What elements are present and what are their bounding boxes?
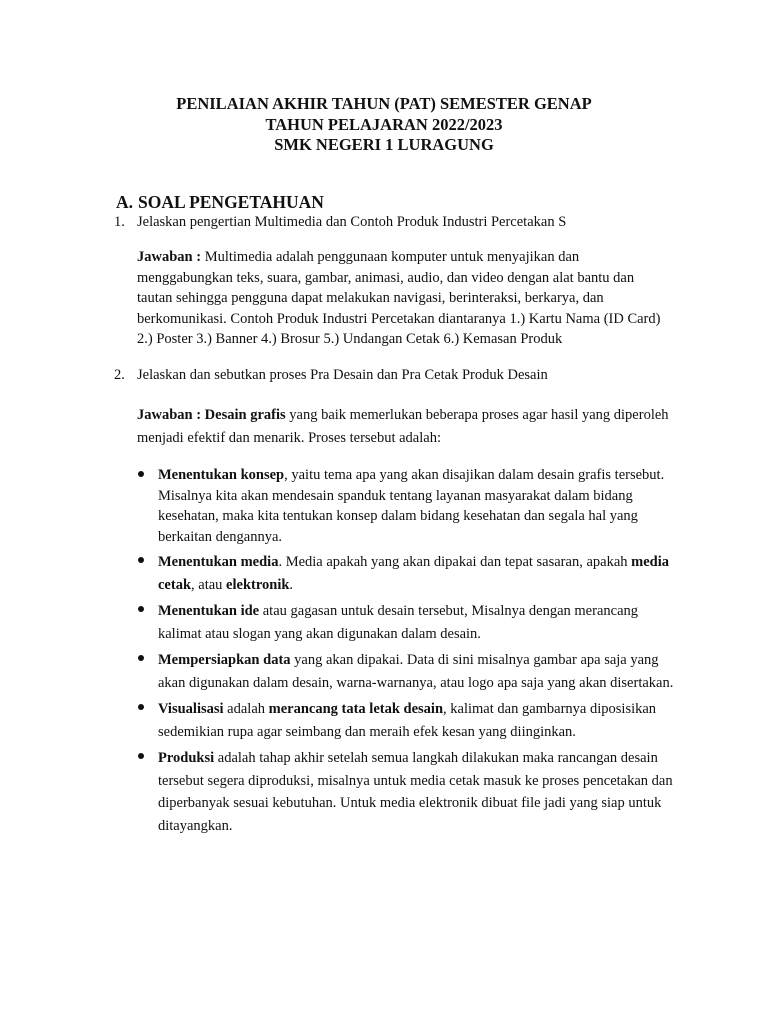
item-text: . (289, 576, 294, 593)
list-item (137, 551, 685, 596)
answer-label: Jawaban : (137, 249, 202, 265)
title-line-2: TAHUN PELAJARAN 2022/2023 (265, 114, 503, 134)
question-text: Jelaskan dan sebutkan proses Pra Desain dan Pra Cetak Produk Desain (137, 367, 548, 383)
item-term: Produksi (158, 750, 215, 767)
item-text: adalah (223, 701, 269, 718)
bullet-icon (138, 704, 144, 710)
item-term: Menentukan konsep (158, 467, 285, 483)
item-text: yang akan dipakai. Data di sini misalnya gambar apa saja yang akan digunakan dalam desain, warna-warnanya, atau logo apa saja yang akan disertakan. (158, 652, 674, 691)
item-term: Visualisasi (158, 701, 224, 718)
process-list (137, 465, 685, 841)
title-line-3: SMK NEGERI 1 LURAGUNG (274, 135, 494, 154)
bullet-icon (138, 753, 144, 759)
item-text: , atau (191, 576, 227, 593)
list-item (137, 747, 685, 837)
item-term: elektronik (226, 576, 290, 593)
item-term: Menentukan media (158, 554, 279, 571)
bullet-icon (138, 557, 144, 563)
bullet-icon (138, 471, 144, 477)
item-term: Menentukan ide (158, 603, 260, 620)
answer-2 (137, 404, 677, 449)
section-heading (116, 192, 324, 212)
list-item (137, 649, 685, 694)
answer-label: Jawaban : Desain grafis (137, 407, 286, 423)
question-number: 1. (114, 214, 125, 230)
section-title: SOAL PENGETAHUAN (138, 192, 324, 212)
question-number: 2. (114, 367, 125, 383)
answer-text: yang baik memerlukan beberapa proses agar hasil yang diperoleh menjadi efektif dan menarik. Proses tersebut adalah: (137, 407, 669, 446)
item-term: media cetak (158, 554, 669, 593)
item-text: , kalimat dan gambarnya diposisikan sedemikian rupa agar seimbang dan meraih efek kesan yang diinginkan. (158, 701, 657, 740)
question-2 (114, 366, 674, 384)
item-text: adalah tahap akhir setelah semua langkah dilakukan maka rancangan desain tersebut segera diproduksi, misalnya untuk media cetak masuk ke proses pencetakan dan diperbanyak sesuai kebutuhan. Untuk media elektronik dibuat file jadi yang siap untuk ditayangkan. (158, 750, 673, 834)
question-text: Jelaskan pengertian Multimedia dan Contoh Produk Industri Percetakan S (137, 214, 567, 230)
item-text: , yaitu tema apa yang akan disajikan dalam desain grafis tersebut. Misalnya kita akan mendesain spanduk tentang layanan masyarakat dalam bidang kesehatan, maka kita tentukan konsep dalam bidang kesehatan dan segala hal yang berkaitan dengannya. (158, 467, 665, 545)
document-title (0, 94, 768, 156)
title-line-1: PENILAIAN AKHIR TAHUN (PAT) SEMESTER GENAP (176, 94, 592, 113)
bullet-icon (138, 655, 144, 661)
answer-text: Multimedia adalah penggunaan komputer untuk menyajikan dan menggabungkan teks, suara, gambar, animasi, audio, dan video dengan alat bantu dan tautan sehingga pengguna dapat melakukan navigasi, berinteraksi, berkarya, dan berkomunikasi. Contoh Produk Industri Percetakan diantaranya 1.) Kartu Nama (ID Card) 2.) Poster 3.) Banner 4.) Brosur 5.) Undangan Cetak 6.) Kemasan Produk (137, 249, 661, 348)
list-item (137, 600, 685, 645)
item-term: merancang tata letak desain (268, 701, 444, 718)
list-item (137, 698, 685, 743)
list-item (137, 465, 685, 547)
item-text: atau gagasan untuk desain tersebut, Misalnya dengan merancang kalimat atau slogan yang akan digunakan dalam desain. (158, 603, 639, 642)
section-letter: A. (116, 192, 134, 212)
answer-1 (137, 247, 672, 350)
item-text: . Media apakah yang akan dipakai dan tepat sasaran, apakah (278, 554, 632, 571)
item-term: Mempersiapkan data (158, 652, 291, 669)
bullet-icon (138, 606, 144, 612)
question-1 (114, 213, 674, 231)
